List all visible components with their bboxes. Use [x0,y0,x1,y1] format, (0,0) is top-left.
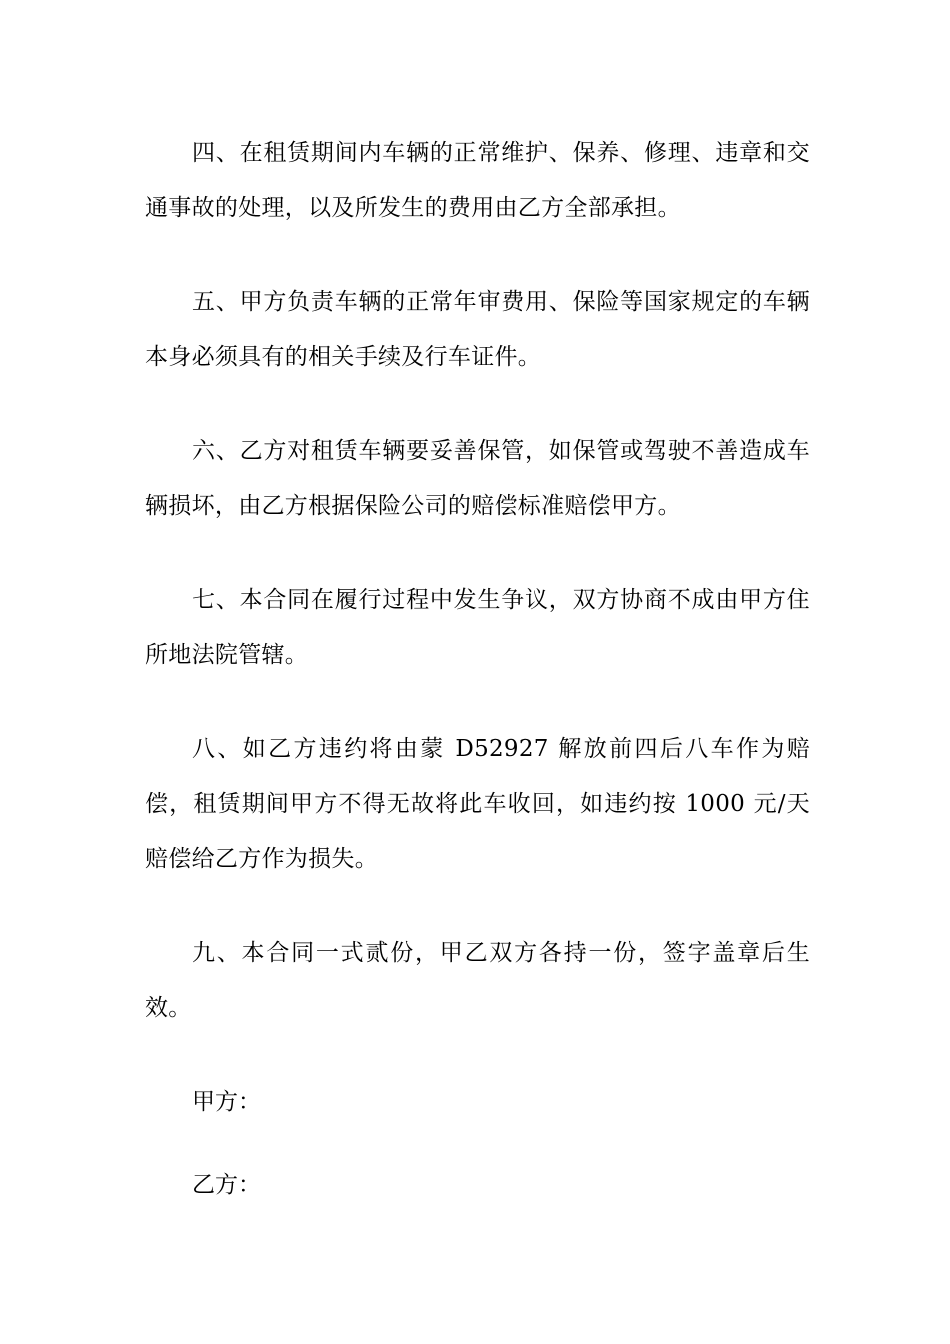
clause-5: 五、甲方负责车辆的正常年审费用、保险等国家规定的车辆本身必须具有的相关手续及行车证件。 [145,289,810,370]
clause-9: 九、本合同一式贰份，甲乙双方各持一份，签字盖章后生效。 [145,940,810,1021]
party-a-signature-line: 甲方： [192,1089,261,1115]
clause-4: 四、在租赁期间内车辆的正常维护、保养、修理、违章和交通事故的处理，以及所发生的费用由乙方全部承担。 [145,140,810,221]
document-body [145,126,810,1241]
clause-6: 六、乙方对租赁车辆要妥善保管，如保管或驾驶不善造成车辆损坏，由乙方根据保险公司的赔偿标准赔偿甲方。 [145,438,810,519]
clause-7: 七、本合同在履行过程中发生争议，双方协商不成由甲方住所地法院管辖。 [145,587,810,668]
clause-8: 八、如乙方违约将由蒙 D52927 解放前四后八车作为赔偿，租赁期间甲方不得无故将此车收回，如违约按 1000 元/天赔偿给乙方作为损失。 [145,736,810,872]
party-b-signature-line: 乙方： [192,1172,261,1198]
